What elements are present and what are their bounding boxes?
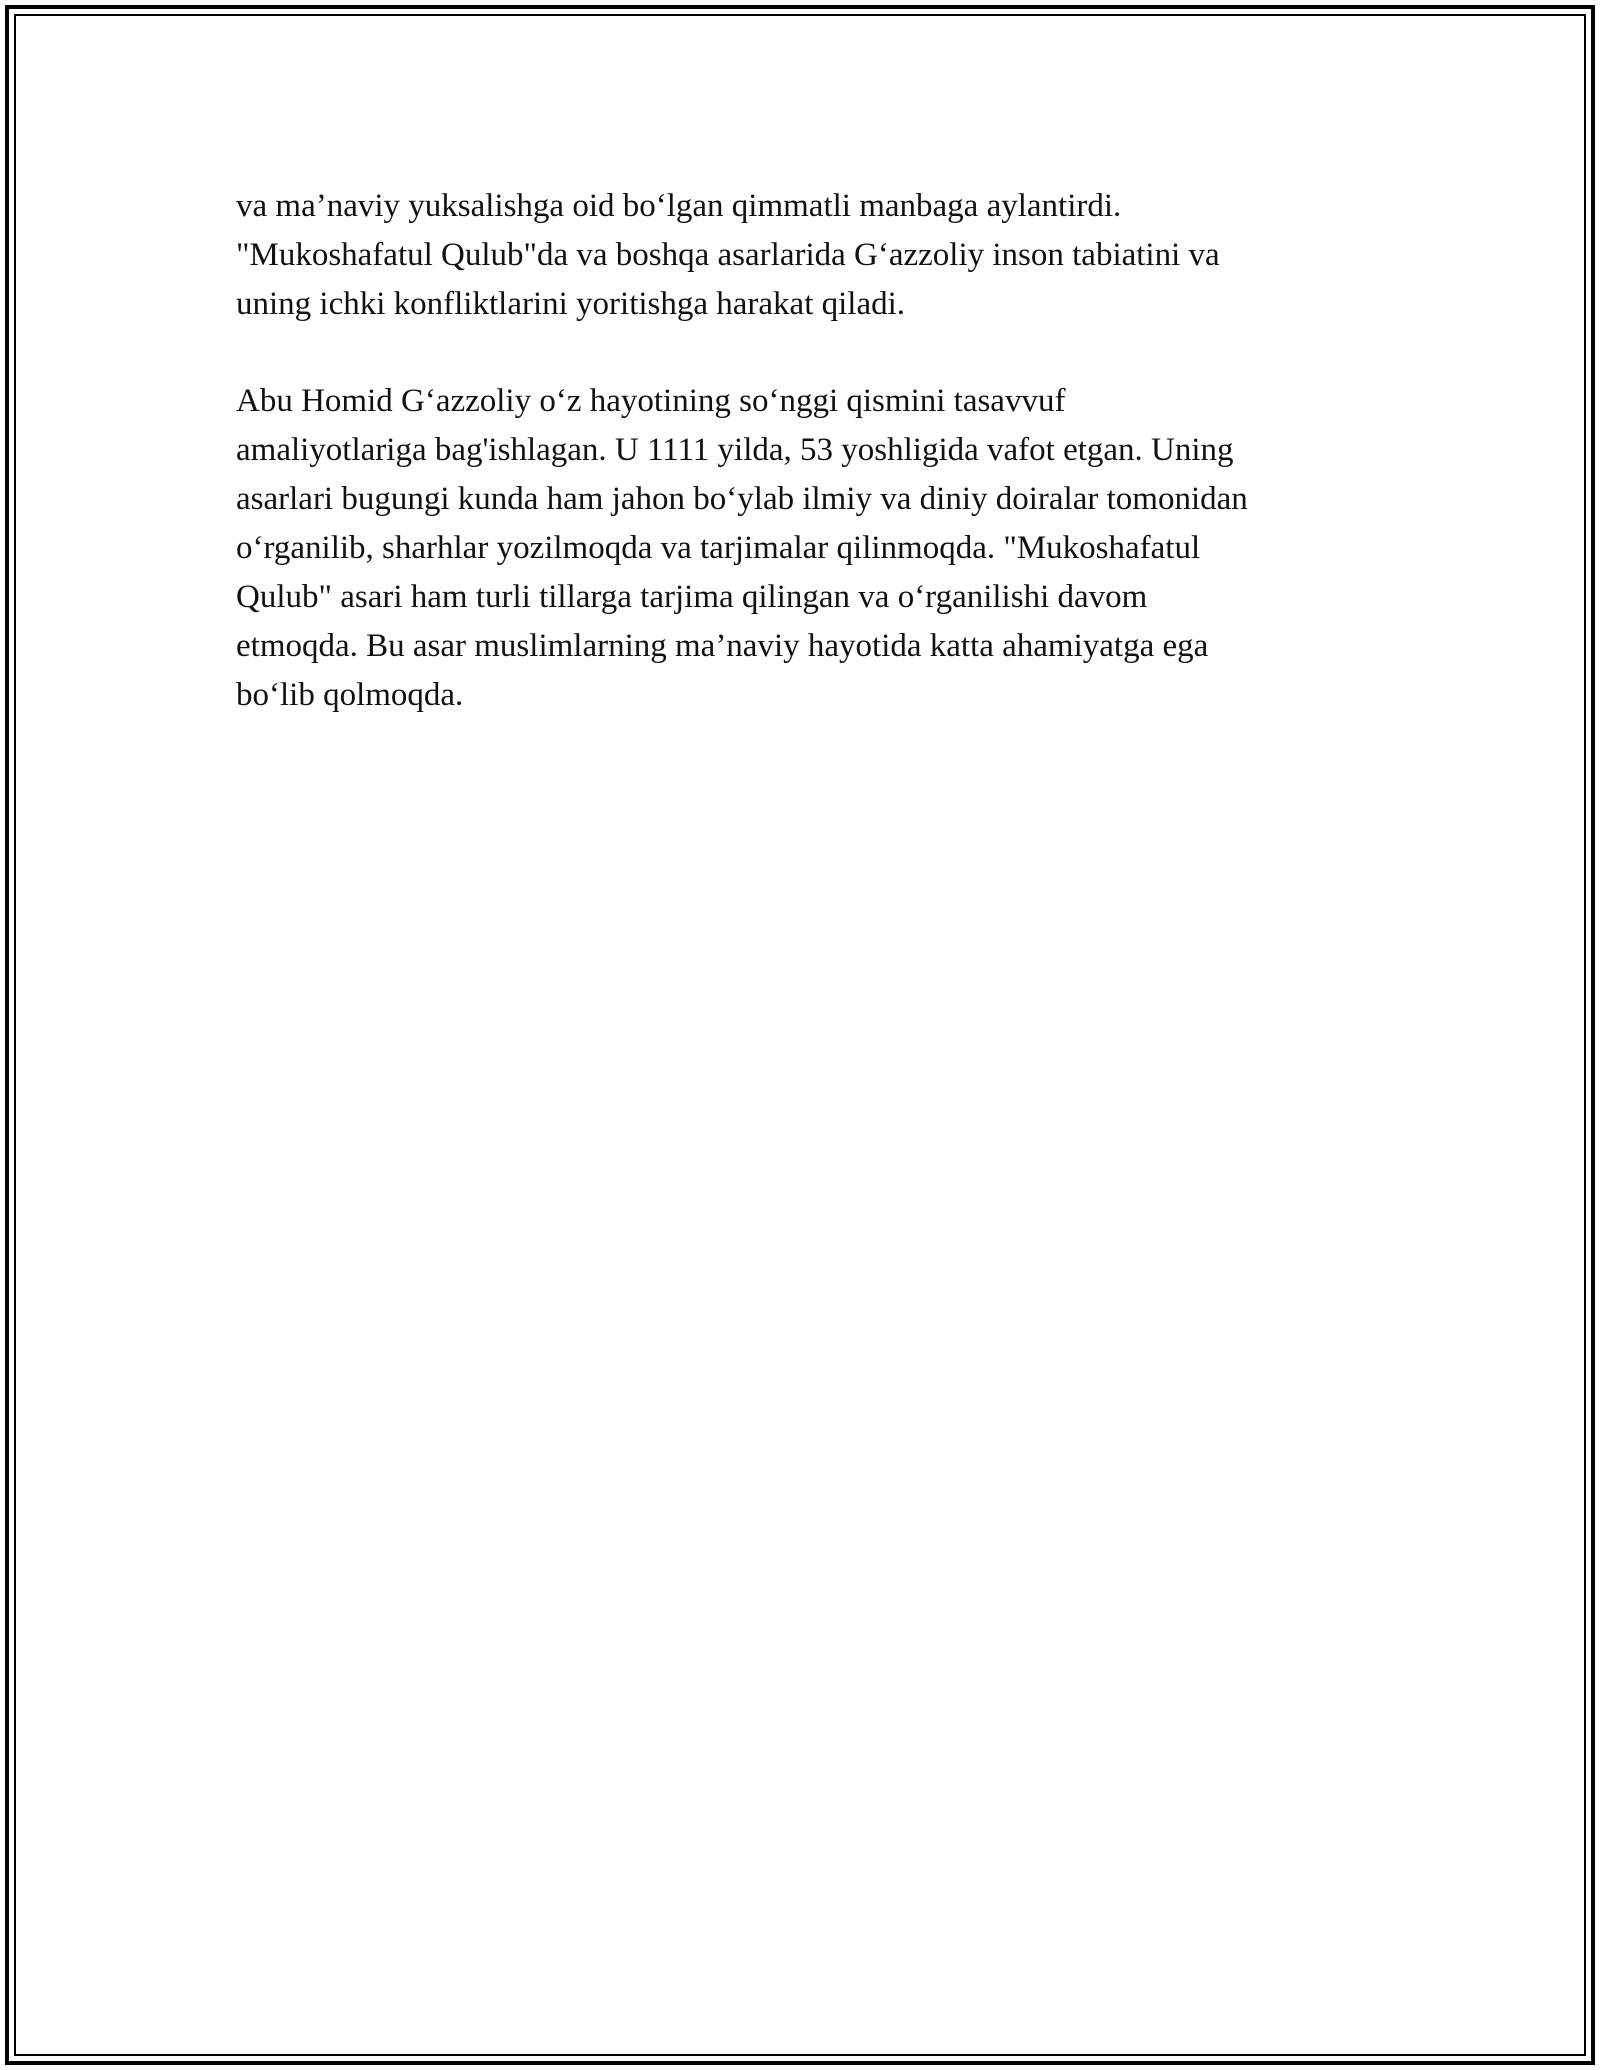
page-content (236, 182, 1386, 720)
paragraph-2 (236, 377, 1386, 720)
text-line: Qulub" asari ham turli tillarga tarjima qilingan va o‘rganilishi davom (236, 579, 1148, 615)
text-line: Abu Homid G‘azzoliy o‘z hayotining so‘nggi qismini tasavvuf (236, 383, 1066, 419)
text-line: o‘rganilib, sharhlar yozilmoqda va tarjimalar qilinmoqda. "Mukoshafatul (236, 530, 1201, 566)
paragraph-1 (236, 182, 1386, 329)
text-line: bo‘lib qolmoqda. (236, 677, 464, 713)
text-line: amaliyotlariga bag'ishlagan. U 1111 yilda, 53 yoshligida vafot etgan. Uning (236, 432, 1234, 468)
text-line: uning ichki konfliktlarini yoritishga harakat qiladi. (236, 286, 906, 322)
text-line: asarlari bugungi kunda ham jahon bo‘ylab ilmiy va diniy doiralar tomonidan (236, 481, 1248, 517)
text-line: va ma’naviy yuksalishga oid bo‘lgan qimmatli manbaga aylantirdi. (236, 188, 1122, 224)
text-line: etmoqda. Bu asar muslimlarning ma’naviy hayotida katta ahamiyatga ega (236, 628, 1209, 664)
text-line: "Mukoshafatul Qulub"da va boshqa asarlarida G‘azzoliy inson tabiatini va (236, 237, 1220, 273)
